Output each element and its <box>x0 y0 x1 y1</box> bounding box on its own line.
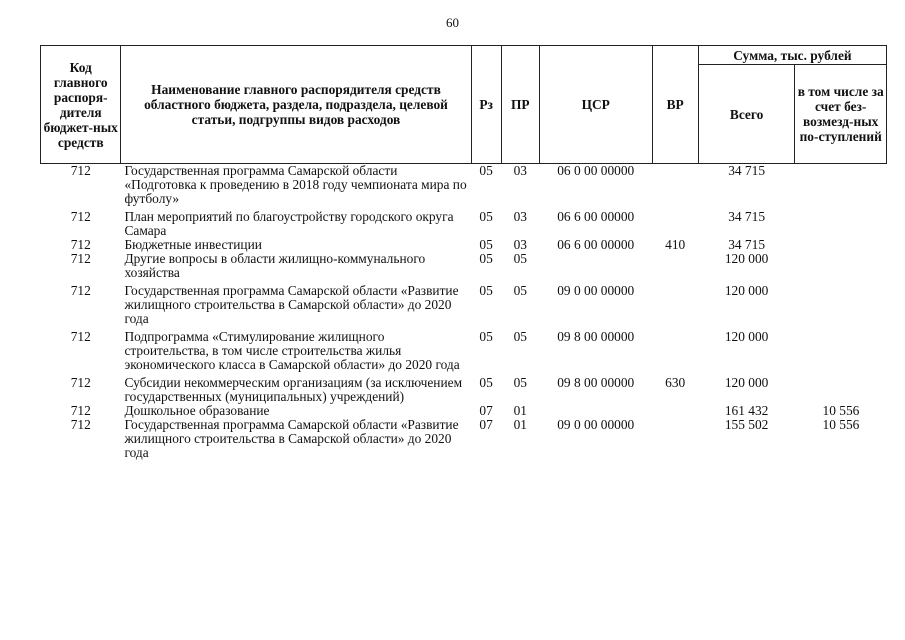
row-csr: 06 0 00 00000 <box>557 163 635 178</box>
row-free <box>795 206 887 238</box>
row-pr: 05 <box>513 329 527 344</box>
row-csr: 09 8 00 00000 <box>557 375 635 390</box>
row-total: 120 000 <box>724 251 769 266</box>
header-name: Наименование главного распорядителя средств областного бюджета, раздела, подраздела, целевой статьи, подгруппы видов расходов <box>121 46 471 164</box>
row-free <box>795 326 887 372</box>
row-csr <box>539 404 652 418</box>
row-code: 712 <box>70 283 91 298</box>
row-free <box>795 252 887 280</box>
row-total: 34 715 <box>728 209 766 224</box>
row-code: 712 <box>70 237 91 252</box>
row-code: 712 <box>70 329 91 344</box>
table-row <box>41 326 887 372</box>
row-pr: 05 <box>513 283 527 298</box>
row-free: 10 556 <box>822 417 860 432</box>
row-name: Государственная программа Самарской области «Развитие жилищного строительства в Самарской области» до 2020 года <box>124 417 459 460</box>
row-pr: 01 <box>513 417 527 432</box>
row-name: Государственная программа Самарской области «Развитие жилищного строительства в Самарской области» до 2020 года <box>124 283 459 326</box>
row-rz: 05 <box>479 237 493 252</box>
header-total: Всего <box>698 65 795 164</box>
row-pr: 01 <box>513 403 527 418</box>
table-row <box>41 418 887 460</box>
table-row <box>41 164 887 207</box>
row-total: 161 432 <box>724 403 769 418</box>
header-vr: ВР <box>652 46 698 164</box>
row-name: Дошкольное образование <box>124 403 270 418</box>
table-row <box>41 404 887 418</box>
row-code: 712 <box>70 163 91 178</box>
budget-table <box>40 45 887 460</box>
row-total: 120 000 <box>724 375 769 390</box>
row-pr: 05 <box>513 375 527 390</box>
row-free <box>795 164 887 207</box>
row-free: 10 556 <box>822 403 860 418</box>
row-csr: 06 6 00 00000 <box>557 237 635 252</box>
row-pr: 05 <box>513 251 527 266</box>
table-row <box>41 280 887 326</box>
row-vr <box>652 164 698 207</box>
row-vr: 410 <box>665 237 686 252</box>
table-body <box>41 164 887 461</box>
row-code: 712 <box>70 417 91 432</box>
row-rz: 05 <box>479 163 493 178</box>
row-total: 120 000 <box>724 283 769 298</box>
row-code: 712 <box>70 251 91 266</box>
page-number: 60 <box>446 15 459 30</box>
header-csr: ЦСР <box>539 46 652 164</box>
row-vr <box>652 252 698 280</box>
row-rz: 07 <box>479 403 493 418</box>
row-total: 34 715 <box>728 237 766 252</box>
row-csr: 06 6 00 00000 <box>557 209 635 224</box>
row-free <box>795 372 887 404</box>
row-name: Субсидии некоммерческим организациям (за исключением государственных (муниципальных) учреждений) <box>124 375 463 404</box>
row-rz: 05 <box>479 209 493 224</box>
row-vr <box>652 404 698 418</box>
header-code: Код главного распоря-дителя бюджет-ных средств <box>41 46 121 164</box>
row-rz: 05 <box>479 375 493 390</box>
row-pr: 03 <box>513 209 527 224</box>
table-header <box>41 46 887 164</box>
row-rz: 07 <box>479 417 493 432</box>
row-csr: 09 0 00 00000 <box>557 283 635 298</box>
row-vr <box>652 326 698 372</box>
row-csr: 09 0 00 00000 <box>557 417 635 432</box>
row-free <box>795 238 887 252</box>
row-total: 120 000 <box>724 329 769 344</box>
row-name: Бюджетные инвестиции <box>124 237 262 252</box>
row-name: Подпрограмма «Стимулирование жилищного строительства, в том числе строительства жилья экономического класса в Самарской области» до 2020 года <box>124 329 460 372</box>
row-code: 712 <box>70 375 91 390</box>
row-csr <box>539 252 652 280</box>
header-sum: Сумма, тыс. рублей <box>698 46 886 65</box>
row-csr: 09 8 00 00000 <box>557 329 635 344</box>
row-vr <box>652 280 698 326</box>
row-code: 712 <box>70 403 91 418</box>
row-pr: 03 <box>513 163 527 178</box>
row-vr <box>652 206 698 238</box>
row-code: 712 <box>70 209 91 224</box>
table-row <box>41 252 887 280</box>
row-rz: 05 <box>479 251 493 266</box>
table-row <box>41 206 887 238</box>
row-vr <box>652 418 698 460</box>
row-total: 34 715 <box>728 163 766 178</box>
row-total: 155 502 <box>724 417 769 432</box>
row-name: План мероприятий по благоустройству городского округа Самара <box>124 209 454 238</box>
row-rz: 05 <box>479 283 493 298</box>
row-free <box>795 280 887 326</box>
row-pr: 03 <box>513 237 527 252</box>
row-name: Государственная программа Самарской области «Подготовка к проведению в 2018 году чемпионата мира по футболу» <box>124 163 467 206</box>
row-vr: 630 <box>665 375 686 390</box>
header-free: в том числе за счет без-возмезд-ных по-ступлений <box>795 65 887 164</box>
header-rz: Рз <box>471 46 501 164</box>
table-row <box>41 238 887 252</box>
header-pr: ПР <box>501 46 539 164</box>
row-name: Другие вопросы в области жилищно-коммунального хозяйства <box>124 251 426 280</box>
table-row <box>41 372 887 404</box>
row-rz: 05 <box>479 329 493 344</box>
